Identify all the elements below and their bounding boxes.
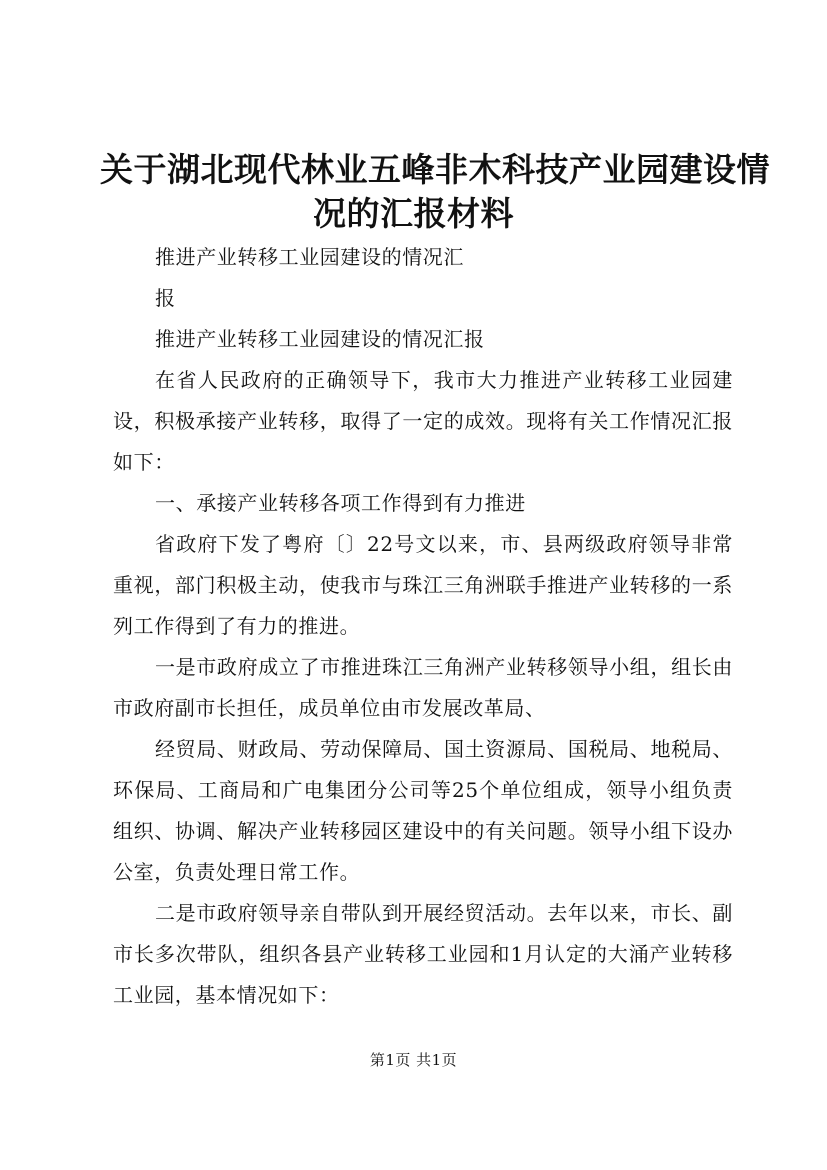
paragraph-body-2: 一是市政府成立了市推进珠江三角洲产业转移领导小组，组长由市政府副市长担任，成员单位由市发展改革局、 [113,655,733,720]
page-footer: 第1页 共1页 [369,1051,458,1069]
paragraph-body-1: 省政府下发了粤府〔〕22号文以来，市、县两级政府领导非常重视，部门积极主动，使我市与珠江三角洲联手推进产业转移的一系列工作得到了有力的推进。 [113,532,733,638]
paragraph-subtitle-part-2: 报 [155,286,176,310]
section-heading-1: 一、承接产业转移各项工作得到有力推进 [155,491,526,515]
paragraph-intro: 在省人民政府的正确领导下，我市大力推进产业转移工业园建设，积极承接产业转移，取得了一定的成效。现将有关工作情况汇报如下： [113,368,733,474]
paragraph-subtitle: 推进产业转移工业园建设的情况汇报 [155,327,485,351]
document-title-line-2: 况的汇报材料 [313,194,514,233]
document-title-line-1: 关于湖北现代林业五峰非木科技产业园建设情 [100,150,770,189]
paragraph-body-4: 二是市政府领导亲自带队到开展经贸活动。去年以来，市长、副市长多次带队，组织各县产业转移工业园和1月认定的大涌产业转移工业园，基本情况如下： [113,901,733,1007]
paragraph-subtitle-part-1: 推进产业转移工业园建设的情况汇 [155,245,464,269]
paragraph-body-3: 经贸局、财政局、劳动保障局、国土资源局、国税局、地税局、环保局、工商局和广电集团分公司等25个单位组成，领导小组负责组织、协调、解决产业转移园区建设中的有关问题。领导小组下设办公室，负责处理日常工作。 [113,737,733,884]
